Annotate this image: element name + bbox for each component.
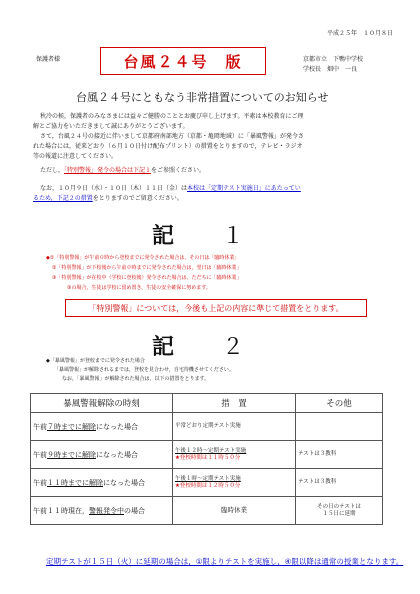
time-text-underlined: 警報発令中: [89, 506, 124, 515]
measure: [173, 497, 296, 525]
text-segment: ただし，: [40, 167, 65, 174]
table-row: [31, 469, 383, 497]
time-text: になった場合: [96, 422, 138, 431]
time-text: の場合: [124, 506, 145, 515]
page-heading: 台風２４号にともなう非常措置についてのお知らせ: [76, 91, 329, 104]
sender-school: 京都市立 下鴨中学校: [303, 56, 364, 63]
time-text: になった場合: [96, 450, 138, 459]
text-segment-blue: るため，下記２の措置: [33, 195, 93, 202]
paragraph-line: 秋冷の候，保護者のみなさまには益々ご健勝のこととお慶び申し上げます。平素は本校教育にご理: [40, 113, 304, 120]
measure: [173, 469, 296, 497]
text-segment: をとりますのでご留意ください。: [92, 195, 183, 202]
release-time: [31, 469, 173, 497]
measure-text: 平常どおり定期テスト実施: [175, 423, 241, 429]
footer-note: 定期テストが１５日（火）に延期の場合は，①限よりテストを実施し，④限以降は通常の授業となります。: [46, 557, 404, 566]
section1-item: ◆①「特別警報」が午前０時から登校までに発令された場合は，その日は「臨時休業」: [46, 255, 240, 261]
paragraph-line: 解とご協力をいただきまして誠にありがとうございます。: [33, 123, 189, 130]
time-text: になった場合: [103, 478, 145, 487]
document-date: 平成２５年 １０月８日: [327, 30, 394, 37]
text-segment-red: 「特別警報」発令の場合は下記１: [64, 167, 152, 174]
other-text: その日のテストは: [317, 503, 361, 510]
addressee: 保護者様: [36, 56, 61, 63]
paragraph-line: れた場合には，従来どおり（６月１０日付け配布プリント）の措置をとりますので，テレビ・ラジオ: [33, 143, 303, 150]
section1-item: ③「特別警報」が在校中（学校に登校後）発令された場合は，ただちに「臨時休業」: [52, 275, 242, 281]
measure-text: 午後１時～定期テスト実施: [175, 475, 241, 482]
table-header: 暴風警報解除の時刻: [31, 394, 173, 413]
table-row: [31, 441, 383, 469]
other: [296, 469, 383, 497]
paragraph-line: さて，台風２４号の接近に伴いまして京都府南部地方（京都・亀岡地域）に「暴風警報」が発令さ: [40, 133, 304, 140]
measure-note: ★登校時間は１１時５０分: [175, 454, 241, 461]
test-day-note: [40, 185, 301, 193]
other-text: テストは３教科: [298, 479, 337, 485]
section2-line: 「暴風警報」が解除されるまでは，登校を見合わせ，自宅待機させてください。: [54, 367, 234, 373]
table-header: 措 置: [173, 394, 296, 413]
paragraph-line: 等の報道に注意してください。: [33, 153, 118, 160]
time-text: 午前: [33, 422, 47, 431]
other: [296, 497, 383, 525]
measure-text: 午後１２時～定期テスト実施: [175, 447, 247, 454]
measure-text: 臨時休業: [221, 506, 247, 514]
section1-ki: 記: [152, 224, 175, 249]
text-segment-blue: 本校は「定期テスト実施日」にあたってい: [187, 185, 301, 192]
time-text-underlined: ９時までに解除: [47, 450, 96, 459]
other: [296, 413, 383, 441]
section1-item: ②「特別警報」が下校後から午前０時までに発令された場合は，翌日は「臨時休業」: [52, 265, 242, 271]
section1-number: １: [222, 224, 245, 249]
text-segment: なお，１０月９日（水）・１０日（木）１１日（金）は: [40, 185, 188, 192]
measures-table: [30, 393, 383, 525]
special-warning-note: [40, 167, 205, 175]
section2-ki: 記: [152, 335, 175, 360]
time-text: 午前１１時現在，: [33, 506, 89, 515]
other: [296, 441, 383, 469]
test-day-note-cont: [33, 195, 183, 203]
special-warning-notice: 「特別警報」については，今後も上記の内容に準じて措置をとります。: [65, 299, 367, 317]
other-text: １５日に延期: [322, 510, 356, 517]
table-row: [31, 497, 383, 525]
sender-principal: 学校長 畑中 一良: [303, 66, 358, 73]
release-time: [31, 497, 173, 525]
title-box: 台風２４号 版: [100, 47, 266, 75]
measure-note: ★登校時間は１２時５０分: [175, 482, 241, 489]
section1-note: ③の場合，生徒は学校に留め置き，生徒の安全確保に努めます。: [67, 285, 211, 291]
time-text-underlined: ７時までに解除: [47, 422, 96, 431]
time-text: 午前: [33, 478, 47, 487]
release-time: [31, 441, 173, 469]
table-header: その他: [296, 394, 383, 413]
measure: [173, 441, 296, 469]
time-text-underlined: １１時までに解除: [47, 478, 103, 487]
measure: [173, 413, 296, 441]
table-row: [31, 413, 383, 441]
section2-number: ２: [222, 335, 245, 360]
text-segment: をご参照ください。: [151, 167, 206, 174]
section2-line: ◆「暴風警報」が登校までに発令された場合: [46, 358, 145, 364]
other-text: テストは３教科: [298, 451, 337, 457]
table-header-row: [31, 394, 383, 413]
section2-line: なお，「暴風警報」が解除された場合は，以下の措置をとります。: [62, 376, 210, 382]
time-text: 午前: [33, 450, 47, 459]
release-time: [31, 413, 173, 441]
